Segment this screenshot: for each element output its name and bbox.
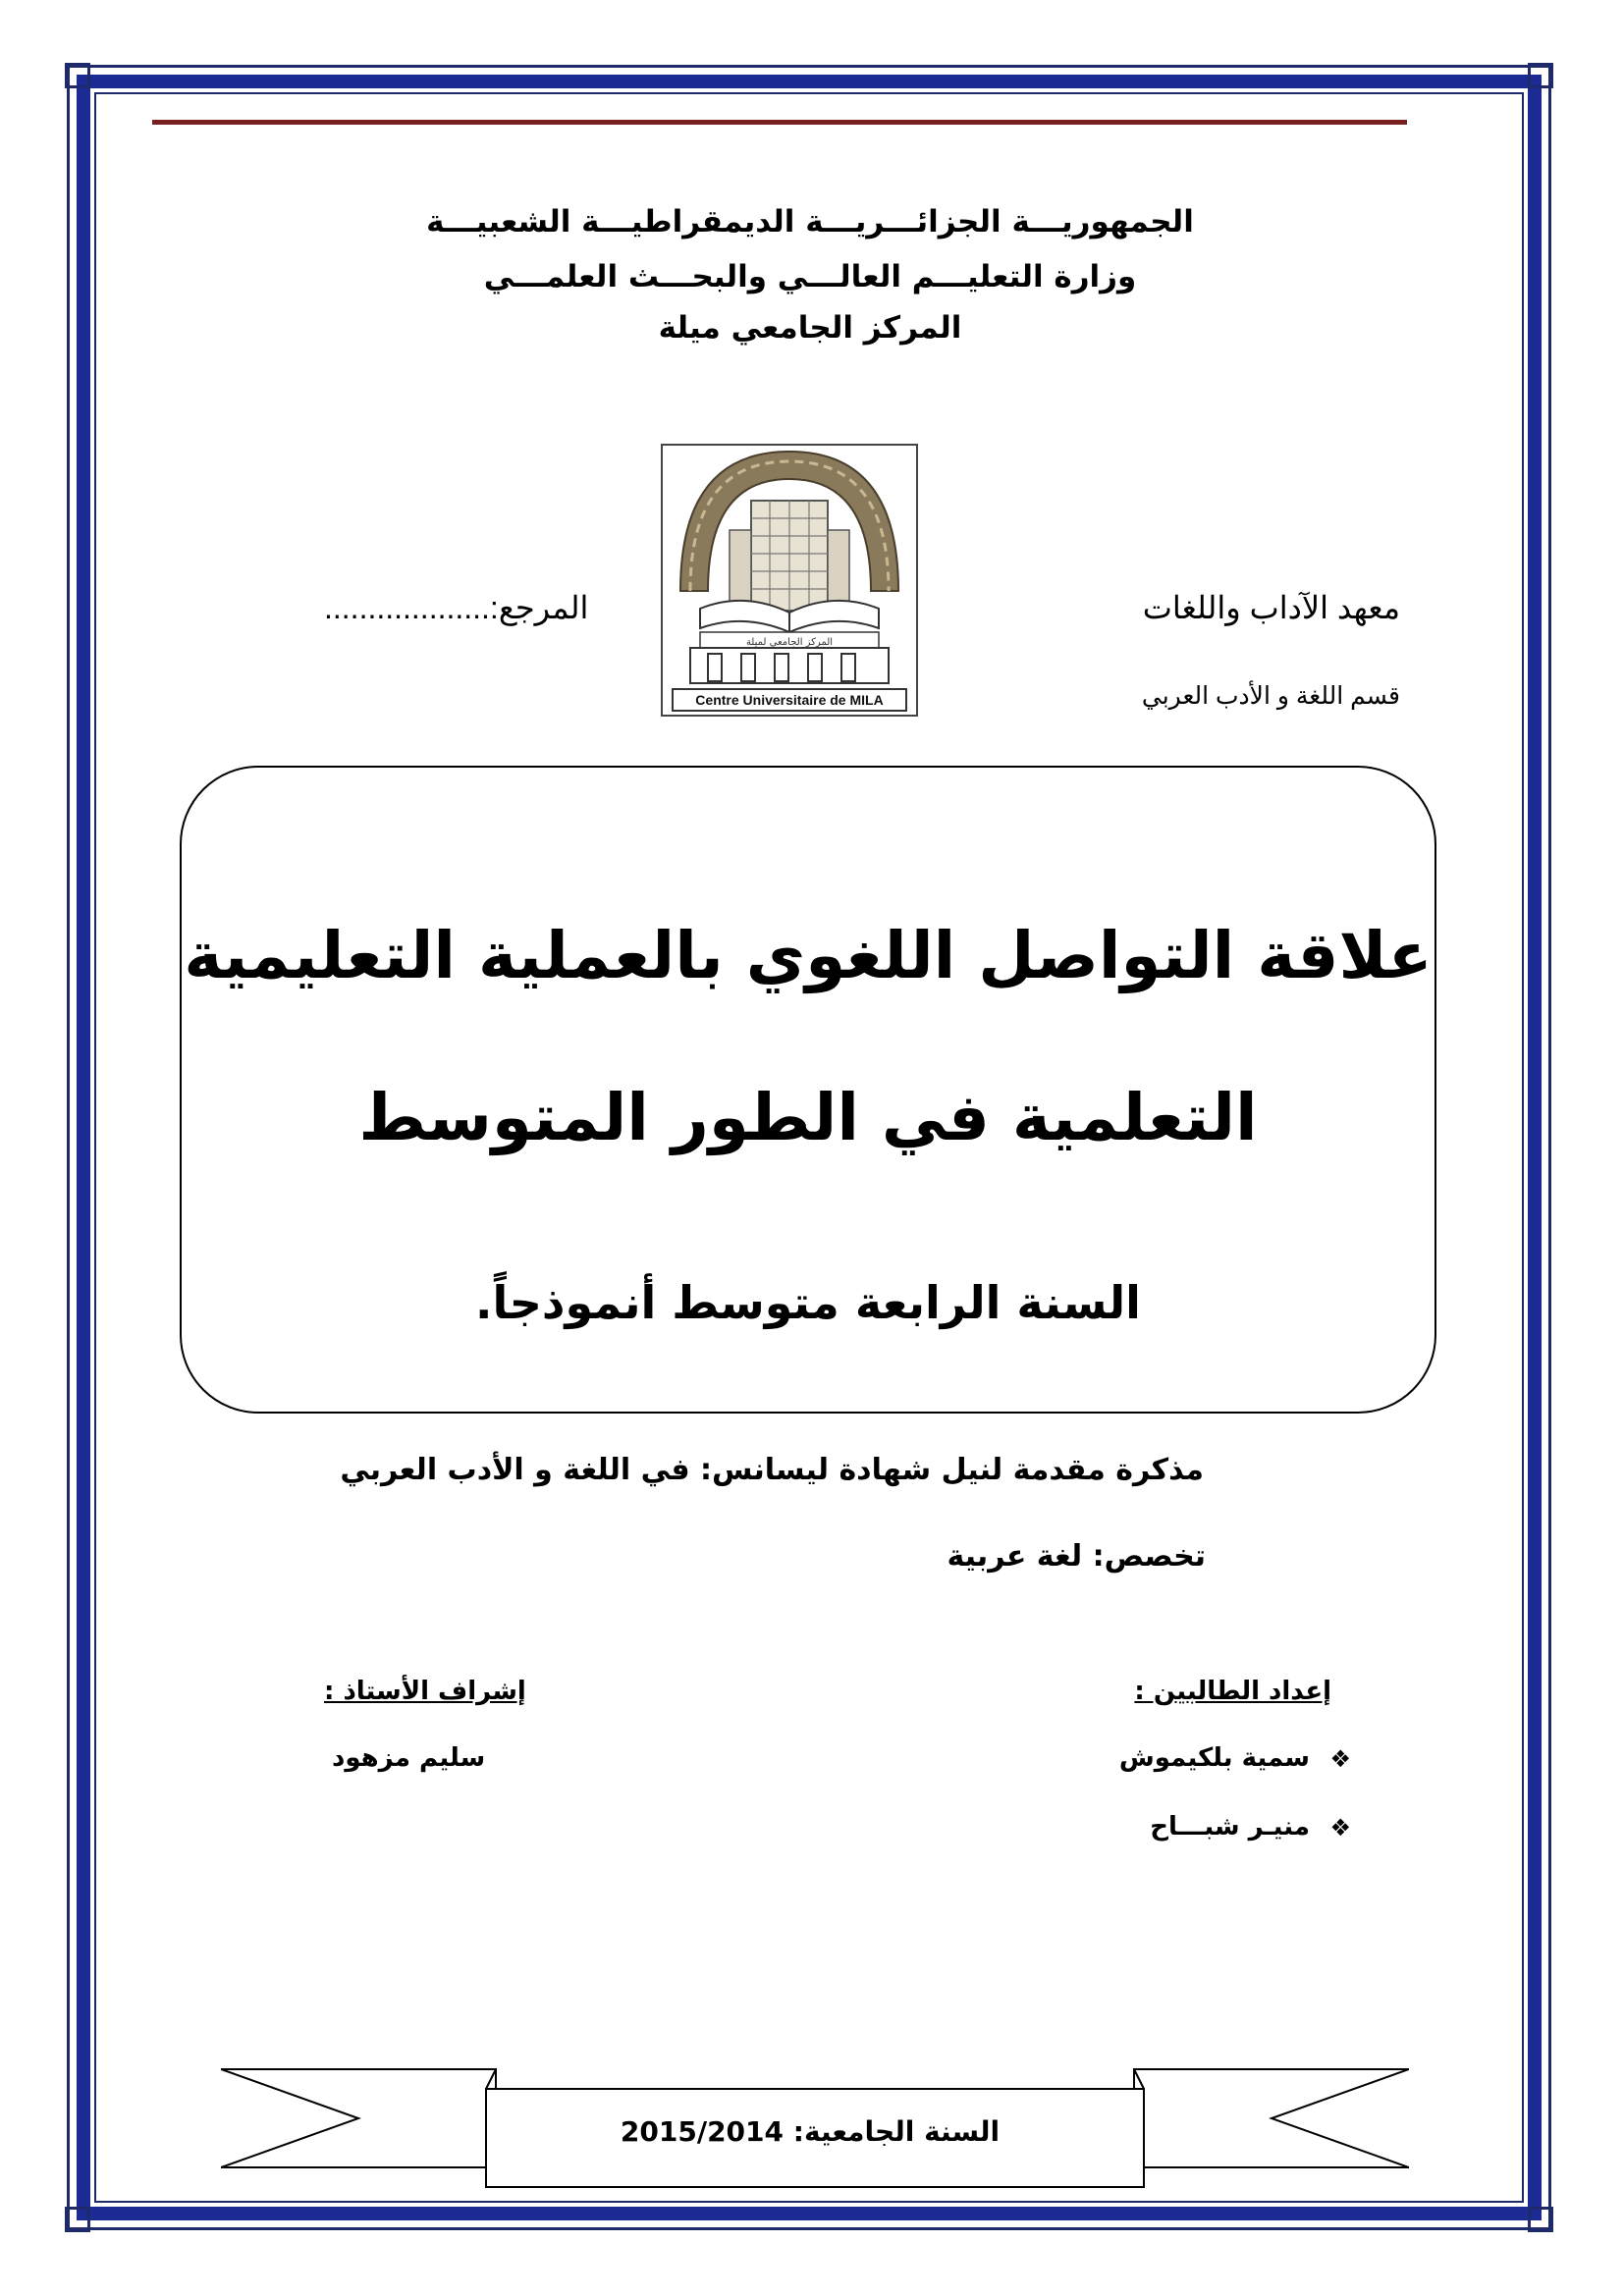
department-name: قسم اللغة و الأدب العربي <box>1141 682 1400 710</box>
corner-ornament <box>1528 2207 1553 2232</box>
institute-name: معهد الآداب واللغات <box>1142 590 1400 625</box>
degree-statement: مذكرة مقدمة لنيل شهادة ليسانس: في اللغة و الأدب العربي <box>340 1453 1204 1487</box>
academic-year: السنة الجامعية: 2015/2014 <box>620 2115 1001 2148</box>
specialty: تخصص: لغة عربية <box>947 1539 1206 1574</box>
top-rule <box>152 120 1407 125</box>
header-university: المركز الجامعي ميلة <box>658 310 962 346</box>
corner-ornament <box>1528 63 1553 88</box>
students-label: إعداد الطالبين : <box>1134 1677 1331 1706</box>
corner-ornament <box>65 2207 90 2232</box>
reference-field: المرجع:................... <box>324 590 589 625</box>
thesis-subtitle: السنة الرابعة متوسط أنموذجاً. <box>475 1276 1141 1329</box>
supervisor-name: سليم مزهود <box>332 1743 486 1773</box>
thesis-title-line2: التعلمية في الطور المتوسط <box>358 1080 1258 1155</box>
corner-ornament <box>65 63 90 88</box>
header-ministry: وزارة التعليـــم العالـــي والبحـــث العلمـــي <box>483 259 1137 294</box>
logo-arabic-text: المركز الجامعي لميلة <box>745 637 834 648</box>
header-republic: الجمهوريـــة الجزائـــريـــة الديمقراطيـــة الشعبيـــة <box>426 204 1194 240</box>
student-name: سمية بلكيموش <box>1118 1743 1310 1773</box>
student-name: منيـر شبـــاح <box>1150 1812 1310 1842</box>
university-logo <box>661 444 918 717</box>
supervisor-label: إشراف الأستاذ : <box>324 1677 526 1706</box>
bullet-icon: ❖ <box>1329 1814 1351 1842</box>
bullet-icon: ❖ <box>1329 1745 1351 1773</box>
thesis-title-line1: علاقة التواصل اللغوي بالعملية التعليمية <box>184 918 1433 993</box>
logo-caption: Centre Universitaire de MILA <box>695 692 884 708</box>
